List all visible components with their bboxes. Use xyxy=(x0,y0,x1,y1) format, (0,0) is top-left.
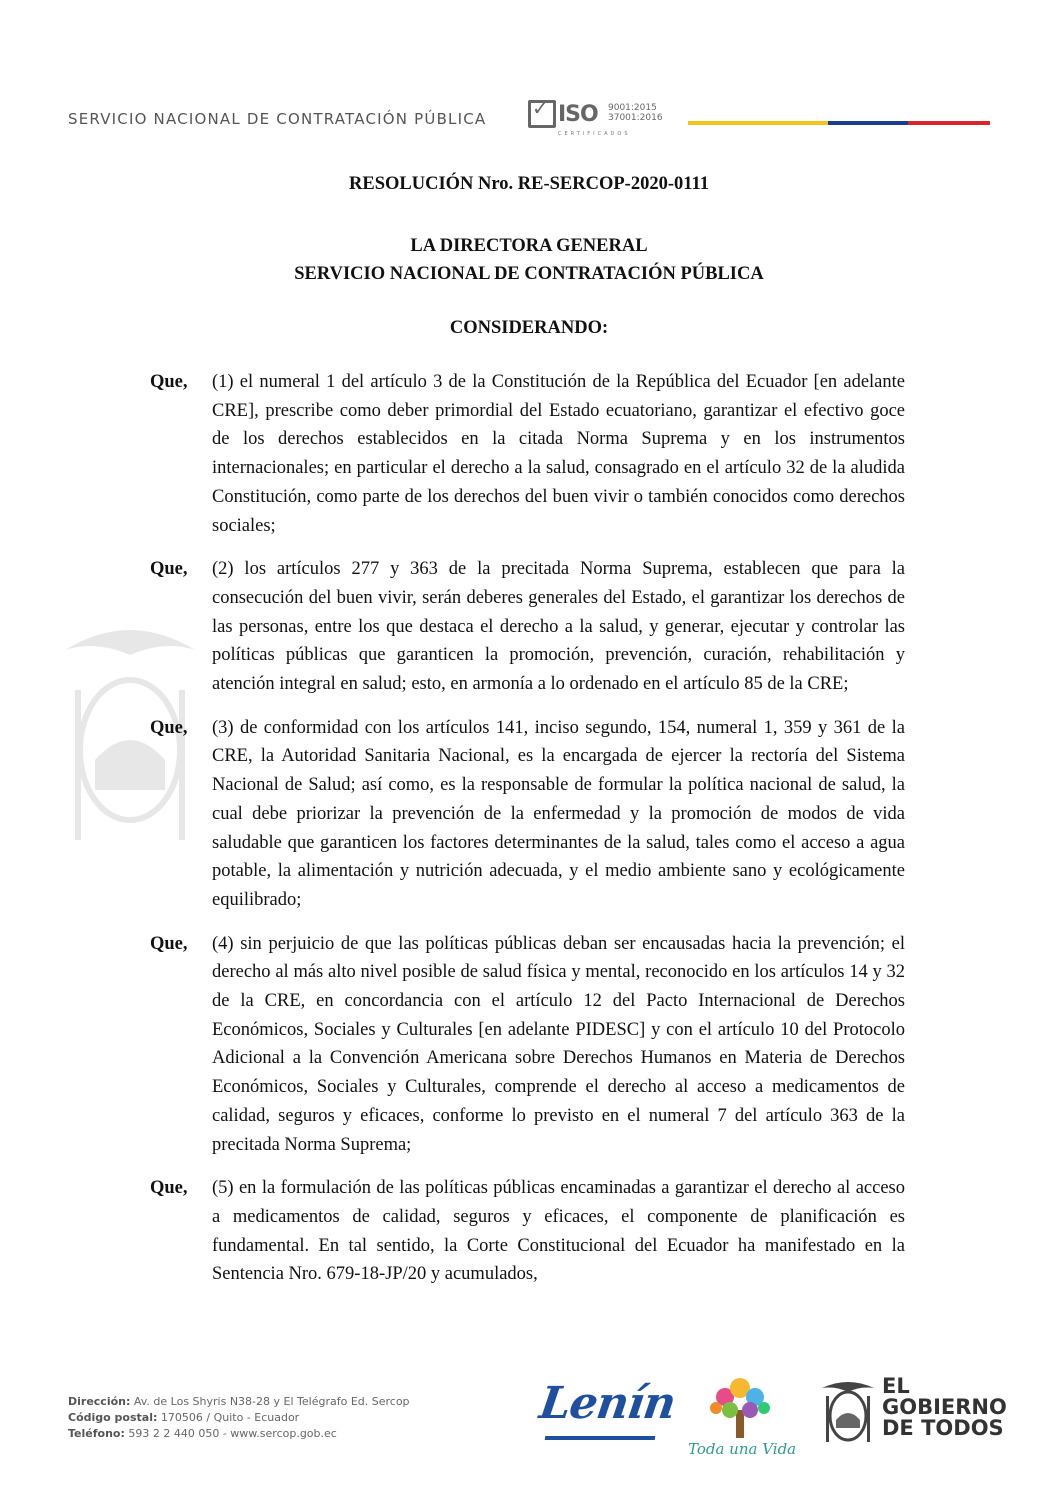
clauses-list xyxy=(150,368,910,1304)
tree-of-life-icon xyxy=(700,1372,780,1442)
authority-institution: SERVICIO NACIONAL DE CONTRATACIÓN PÚBLICA xyxy=(294,264,764,284)
flag-stripe xyxy=(688,121,990,125)
footer-address-block xyxy=(68,1394,410,1442)
resolution-number: RESOLUCIÓN Nro. RE-SERCOP-2020-0111 xyxy=(349,174,709,194)
gob-line-2: GOBIERNO xyxy=(882,1395,1007,1419)
considering-heading: CONSIDERANDO: xyxy=(449,318,609,338)
clause-text: (1) el numeral 1 del artículo 3 de la Constitución de la República del Ecuador [en adelante CRE], prescribe como deber primordial del Estado ecuatoriano, garantizar el efectivo goce de los derechos establecidos en la citada Norma Suprema y en los instrumentos internacionales; en particular el derecho a la salud, consagrado en el artículo 32 de la aludida Constitución, como parte de los derechos del buen vivir o también conocidos como derechos sociales; xyxy=(212,372,905,536)
flag-blue xyxy=(828,121,908,125)
clause-label: Que, xyxy=(150,717,188,738)
iso-norms xyxy=(608,103,663,123)
footer-address xyxy=(68,1394,410,1410)
clause-label: Que, xyxy=(150,372,188,392)
phone-label: Teléfono: xyxy=(68,1427,125,1440)
postal-label: Código postal: xyxy=(68,1411,158,1424)
clause-label: Que, xyxy=(150,559,188,580)
clause-text: (5) en la formulación de las políticas públicas encaminadas a garantizar el derecho al acceso a medicamentos de calidad, seguros y eficaces, el componente de planificación es fundamental. En tal sentido, la Corte Constitucional del Ecuador ha manifestado en la Sentencia Nro. 679-18-JP/20 y acumulados, xyxy=(212,1178,905,1285)
footer-postal xyxy=(68,1410,410,1426)
flag-yellow xyxy=(688,121,828,125)
clause-text: (2) los artículos 277 y 363 de la precitada Norma Suprema, establecen que para la consecución del buen vivir, serán deberes generales del Estado, el garantizar los derechos de las personas, entre los que destaca el derecho a la salud, y generar, ejecutar y controlar las políticas públicas que garanticen la promoción, prevención, curación, rehabilitación y atención integral en salud; esto, en armonía a lo ordenado en el artículo 85 de la CRE; xyxy=(212,559,905,695)
clause xyxy=(150,714,910,915)
lenin-logo-underline xyxy=(545,1436,656,1440)
address-value: Av. de Los Shyris N38-28 y El Telégrafo Ed. Sercop xyxy=(133,1395,410,1408)
clause xyxy=(150,368,910,540)
coat-of-arms-icon xyxy=(820,1376,876,1444)
clause xyxy=(150,1174,910,1289)
clause-text: (4) sin perjuicio de que las políticas públicas deban ser encausadas hacia la prevención; el derecho al más alto nivel posible de salud física y mental, reconocido en los artículos 14 y 32 de la CRE, en concordancia con el artículo 12 del Pacto Internacional de Derechos Económicos, Sociales y Culturales [en adelante PIDESC] y con el artículo 10 del Protocolo Adicional a la Convención Americana sobre Derechos Humanos en Materia de Derechos Económicos, Sociales y Culturales, comprende el derecho al acceso a medicamentos de calidad, seguros y eficaces, conforme lo previsto en el numeral 7 del artículo 363 de la precitada Norma Suprema; xyxy=(212,933,905,1155)
gob-line-3: DE TODOS xyxy=(882,1416,1004,1440)
clause xyxy=(150,930,910,1160)
toda-una-vida-logo: Toda una Vida xyxy=(688,1440,797,1458)
footer-phone xyxy=(68,1426,410,1442)
iso-certified-label: CERTIFICADOS xyxy=(558,131,631,137)
authority-title: LA DIRECTORA GENERAL xyxy=(410,236,648,256)
phone-value: 593 2 2 440 050 - www.sercop.gob.ec xyxy=(128,1427,337,1440)
flag-red xyxy=(908,121,990,125)
iso-norm-1: 9001:2015 xyxy=(608,103,657,113)
address-label: Dirección: xyxy=(68,1395,131,1408)
check-icon: ✓ xyxy=(532,96,549,120)
iso-certification-logo xyxy=(528,96,663,140)
iso-norm-2: 37001:2016 xyxy=(608,113,663,123)
el-gobierno-de-todos-logo xyxy=(882,1376,1007,1439)
lenin-logo: Lenín xyxy=(536,1378,679,1429)
header-organization-name: SERVICIO NACIONAL DE CONTRATACIÓN PÚBLICA xyxy=(68,110,487,128)
clause-text: (3) de conformidad con los artículos 141, inciso segundo, 154, numeral 1, 359 y 361 de la CRE, la Autoridad Sanitaria Nacional, es la encargada de ejercer la rectoría del Sistema Nacional de Salud; así como, es la responsable de formular la política nacional de salud, la cual debe priorizar la prevención de la enfermedad y la promoción de modos de vida saludable que garanticen los factores determinantes de la salud, tales como el acceso a agua potable, la alimentación y nutrición adecuada, y el medio ambiente sano y ecológicamente equilibrado; xyxy=(212,717,905,910)
postal-value: 170506 / Quito - Ecuador xyxy=(160,1411,300,1424)
clause xyxy=(150,555,910,699)
gob-line-1: EL xyxy=(882,1374,910,1398)
iso-word: ISO xyxy=(558,102,598,127)
clause-label: Que, xyxy=(150,933,188,954)
clause-label: Que, xyxy=(150,1178,188,1199)
issuing-authority xyxy=(0,232,1058,288)
